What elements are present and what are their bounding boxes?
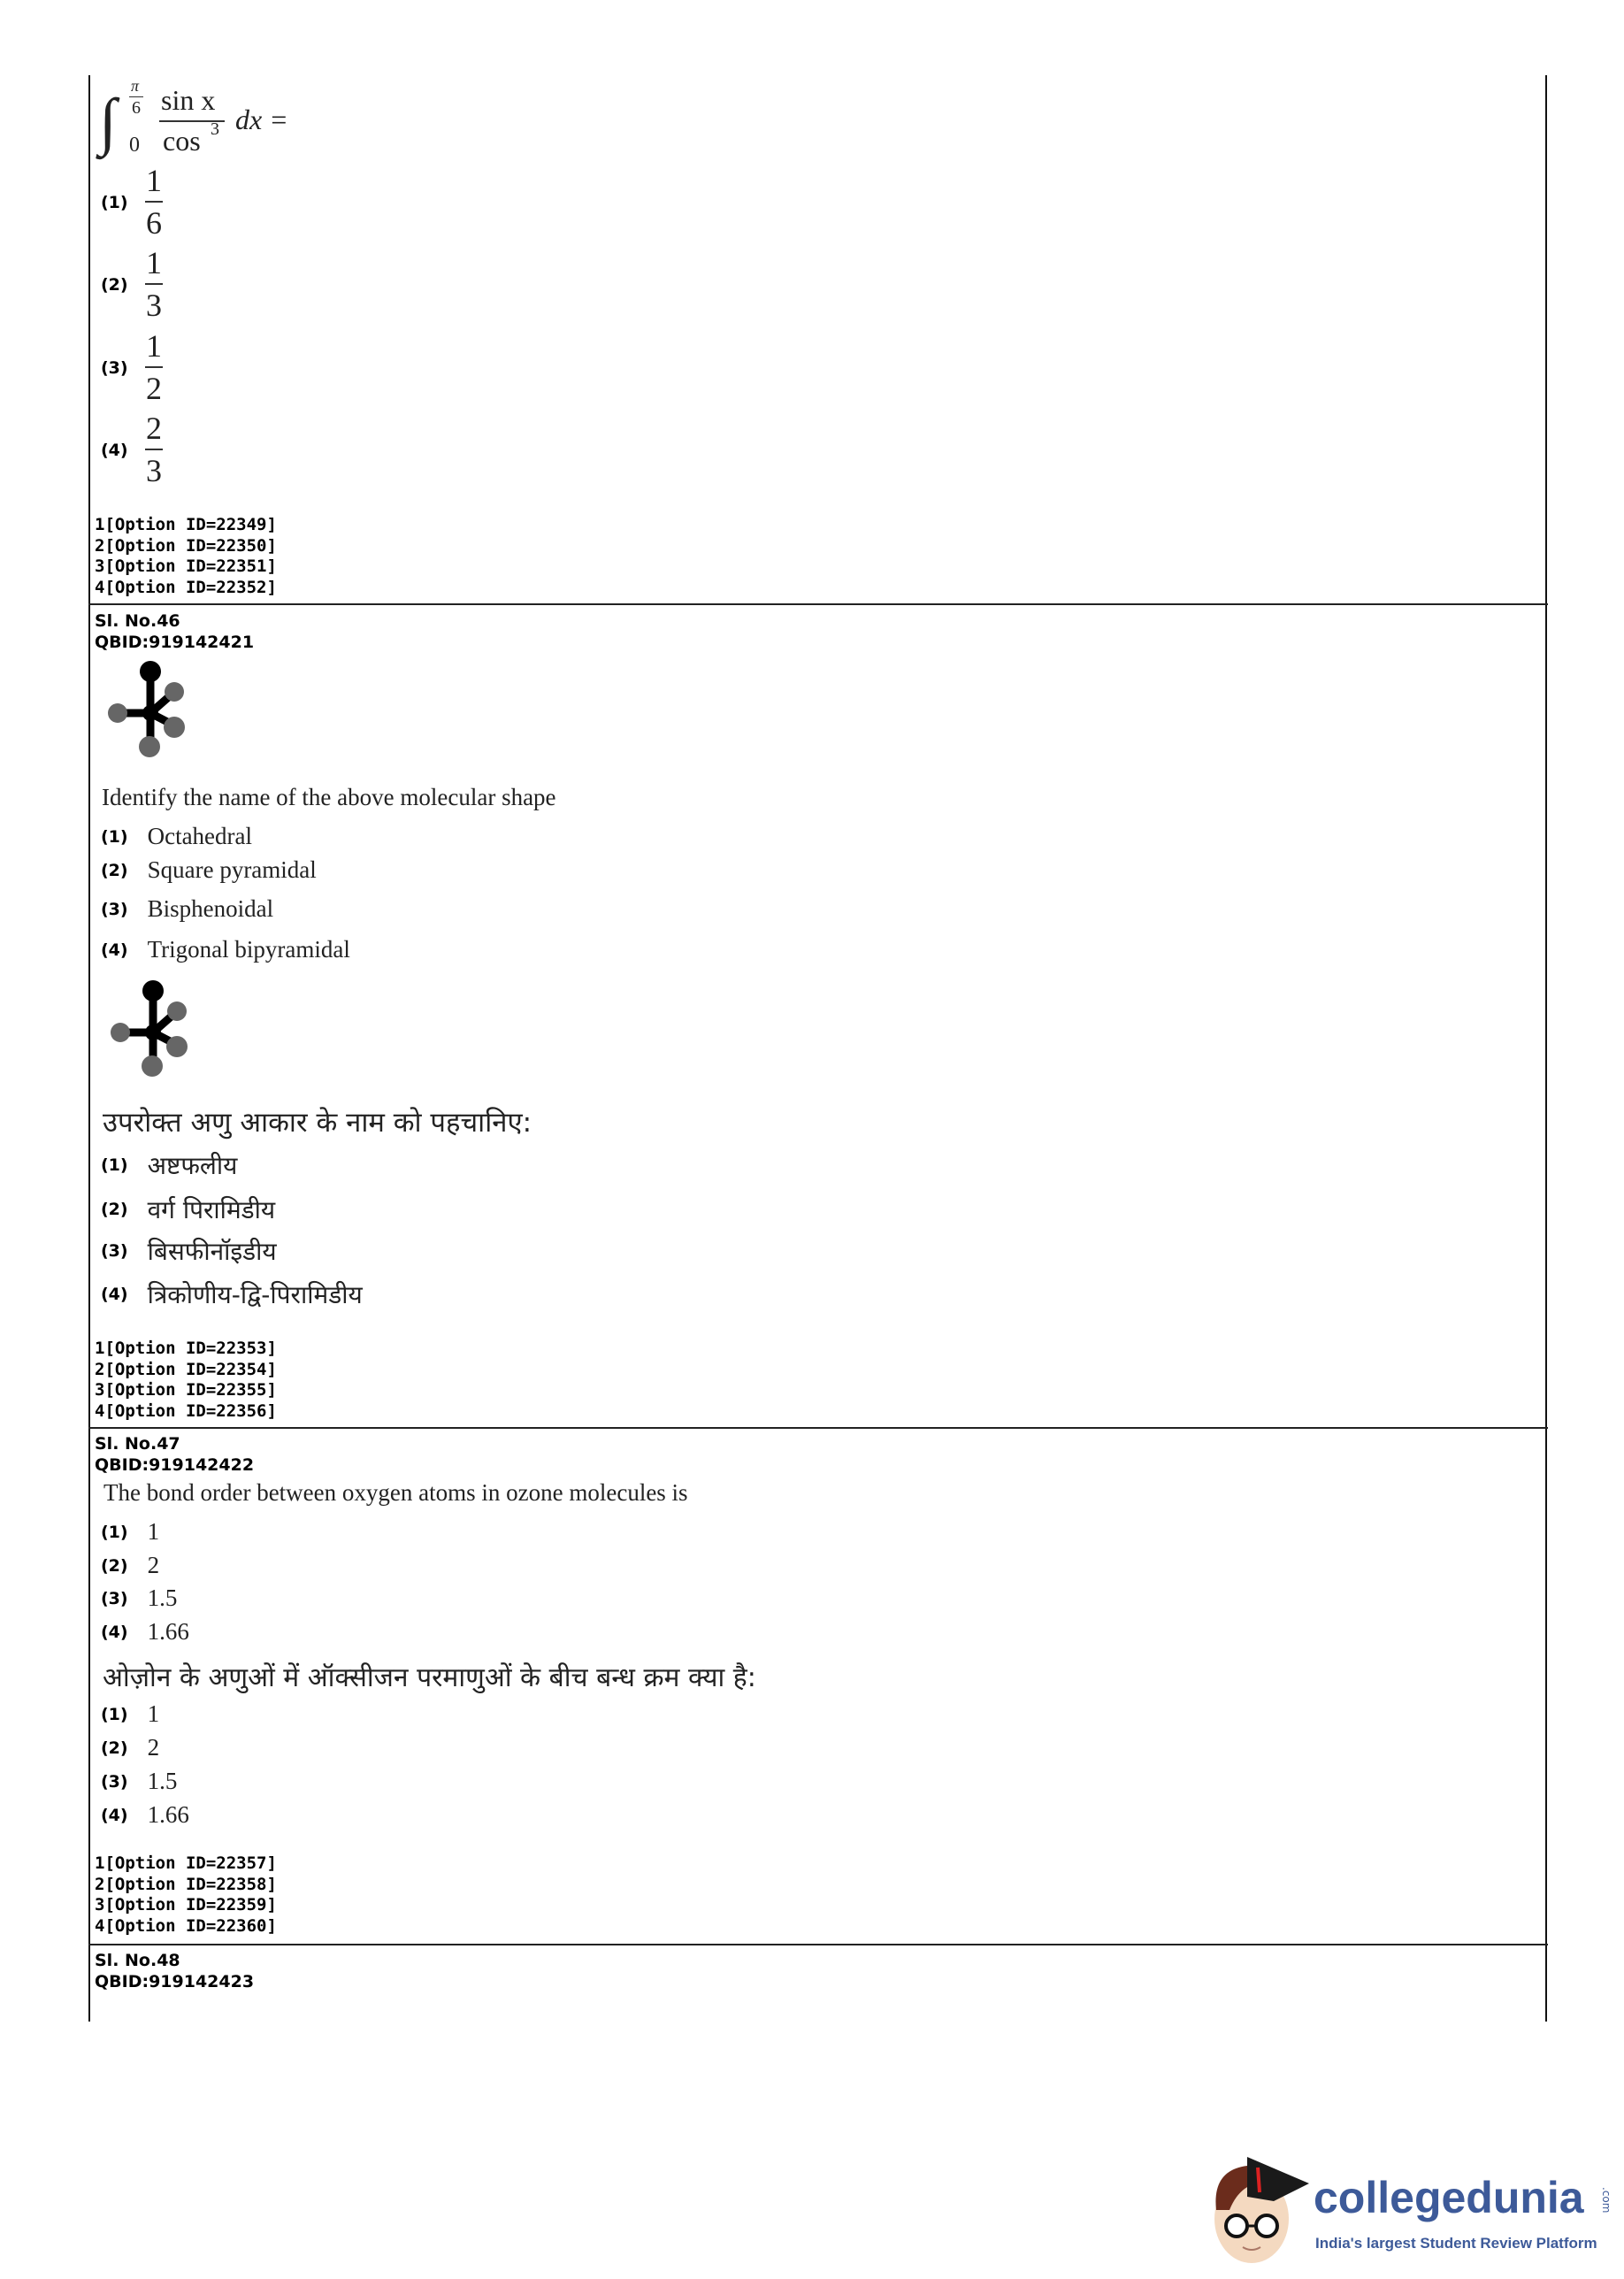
q47-option-3-en — [101, 1585, 177, 1612]
option-number: (2) — [101, 1738, 128, 1758]
option-id: 2[Option ID=22350] — [95, 535, 277, 556]
q47-option-2-en — [101, 1552, 159, 1579]
option-number: (2) — [101, 1555, 128, 1576]
option-number: (2) — [101, 1200, 128, 1219]
fraction — [145, 411, 163, 487]
divider — [88, 1944, 1548, 1945]
fraction — [145, 246, 163, 322]
denominator: 6 — [146, 205, 162, 241]
option-number: (3) — [101, 899, 128, 919]
dx-equals: dx = — [235, 104, 288, 135]
denominator: 3 — [146, 288, 162, 323]
divider — [88, 603, 1548, 605]
option-text: 1.66 — [147, 1801, 189, 1828]
option-id: 4[Option ID=22360] — [95, 1915, 277, 1936]
option-number: (4) — [101, 1805, 128, 1825]
divider — [88, 1427, 1548, 1429]
option-number: (2) — [101, 275, 128, 295]
option-id: 4[Option ID=22356] — [95, 1400, 277, 1421]
option-number: (3) — [101, 358, 128, 378]
option-number: (1) — [101, 193, 128, 212]
option-id: 4[Option ID=22352] — [95, 577, 277, 597]
option-text: 2 — [147, 1552, 160, 1578]
option-number: (4) — [101, 441, 128, 460]
option-text: 1.66 — [147, 1618, 189, 1645]
q46-option-3-hi — [101, 1234, 277, 1268]
molecule-diagram — [102, 658, 195, 760]
denominator: 3 — [146, 453, 162, 488]
fraction — [145, 329, 163, 405]
option-number: (3) — [101, 1241, 128, 1261]
q46-option-3-en — [101, 895, 273, 923]
logo-wordmark: collegedunia — [1314, 2173, 1584, 2222]
q47-option-4-hi — [101, 1801, 189, 1829]
option-text: अष्टफलीय — [147, 1151, 238, 1180]
q47-option-3-hi — [101, 1768, 177, 1795]
numerator: 2 — [146, 411, 162, 446]
serial-number: Sl. No.47 — [95, 1434, 180, 1454]
option-id-list — [95, 1853, 277, 1937]
option-id: 2[Option ID=22358] — [95, 1874, 277, 1894]
option-number: (1) — [101, 1155, 128, 1175]
integral-expression — [99, 77, 329, 165]
option-text: 1.5 — [147, 1585, 178, 1611]
qbid: QBID:919142421 — [95, 633, 255, 652]
question-text-hi: उपरोक्त अणु आकार के नाम को पहचानिए: — [103, 1107, 532, 1139]
option-number: (4) — [101, 1622, 128, 1642]
option-number: (4) — [101, 940, 128, 960]
option-text: त्रिकोणीय-द्वि-पिरामिडीय — [147, 1280, 363, 1309]
option-id: 1[Option ID=22353] — [95, 1339, 277, 1358]
option-id: 1[Option ID=22349] — [95, 515, 277, 534]
q46-option-1-hi — [101, 1148, 237, 1182]
q46-option-4-hi — [101, 1278, 363, 1311]
option-id: 3[Option ID=22355] — [95, 1380, 277, 1400]
option-text: 2 — [147, 1734, 160, 1761]
question-header — [95, 610, 254, 653]
option-text: 1 — [147, 1518, 160, 1545]
denominator: cos — [163, 125, 201, 157]
option-id: 1[Option ID=22357] — [95, 1853, 277, 1873]
option-text: Octahedral — [147, 823, 253, 849]
option-number: (4) — [101, 1285, 128, 1304]
q46-option-4-en — [101, 936, 350, 963]
option-id-list — [95, 515, 277, 598]
numerator: sin x — [161, 84, 216, 116]
numerator: 1 — [146, 245, 162, 280]
option-id: 3[Option ID=22351] — [95, 556, 277, 576]
question-header — [95, 1950, 254, 1992]
qbid: QBID:919142422 — [95, 1455, 255, 1475]
question-text-en: Identify the name of the above molecular shape — [102, 784, 556, 810]
mascot-icon — [1203, 2148, 1314, 2267]
q46-option-2-en — [101, 856, 317, 884]
logo-tagline: India's largest Student Review Platform — [1315, 2235, 1597, 2252]
option-text: Square pyramidal — [147, 856, 317, 883]
option-text: Bisphenoidal — [147, 895, 274, 922]
q47-option-1-hi — [101, 1700, 159, 1728]
option-text: बिसफीनॉइडीय — [147, 1237, 277, 1266]
upper-limit-bar — [129, 96, 143, 97]
upper-limit-num: π — [131, 77, 140, 95]
question-header — [95, 1433, 254, 1476]
q46-option-2-hi — [101, 1193, 275, 1226]
q47-option-2-hi — [101, 1734, 159, 1761]
option-number: (1) — [101, 826, 128, 847]
serial-number: Sl. No.48 — [95, 1951, 180, 1970]
upper-limit-den: 6 — [132, 98, 141, 118]
q46-option-1-en — [101, 823, 252, 850]
collegedunia-logo — [1203, 2148, 1619, 2267]
numerator: 1 — [146, 163, 162, 198]
option-number: (3) — [101, 1771, 128, 1792]
question-text-hi: ओज़ोन के अणुओं में ऑक्सीजन परमाणुओं के बीच बन्ध क्रम क्या है: — [103, 1662, 756, 1693]
serial-number: Sl. No.46 — [95, 611, 180, 631]
option-id-list — [95, 1339, 277, 1422]
option-id: 3[Option ID=22359] — [95, 1895, 277, 1915]
option-id: 2[Option ID=22354] — [95, 1359, 277, 1379]
logo-suffix: .com — [1600, 2187, 1613, 2214]
option-text: 1.5 — [147, 1768, 178, 1794]
option-text: 1 — [147, 1700, 160, 1727]
question-text-en: The bond order between oxygen atoms in ozone molecules is — [103, 1479, 688, 1506]
fraction — [145, 164, 163, 240]
denominator-exponent: 3 — [211, 119, 219, 139]
left-border — [88, 75, 90, 2022]
lower-limit: 0 — [129, 134, 140, 157]
option-number: (1) — [101, 1522, 128, 1542]
q47-option-1-en — [101, 1518, 159, 1546]
qbid: QBID:919142423 — [95, 1972, 255, 1991]
integral-sign: ∫ — [99, 86, 117, 157]
option-text: Trigonal bipyramidal — [147, 936, 350, 963]
right-border — [1545, 75, 1547, 2022]
denominator: 2 — [146, 371, 162, 406]
option-number: (1) — [101, 1704, 128, 1724]
q47-option-4-en — [101, 1618, 189, 1646]
option-number: (2) — [101, 860, 128, 880]
option-number: (3) — [101, 1588, 128, 1608]
numerator: 1 — [146, 328, 162, 364]
molecule-diagram-hindi — [104, 978, 197, 1079]
option-text: वर्ग पिरामिडीय — [147, 1195, 276, 1224]
